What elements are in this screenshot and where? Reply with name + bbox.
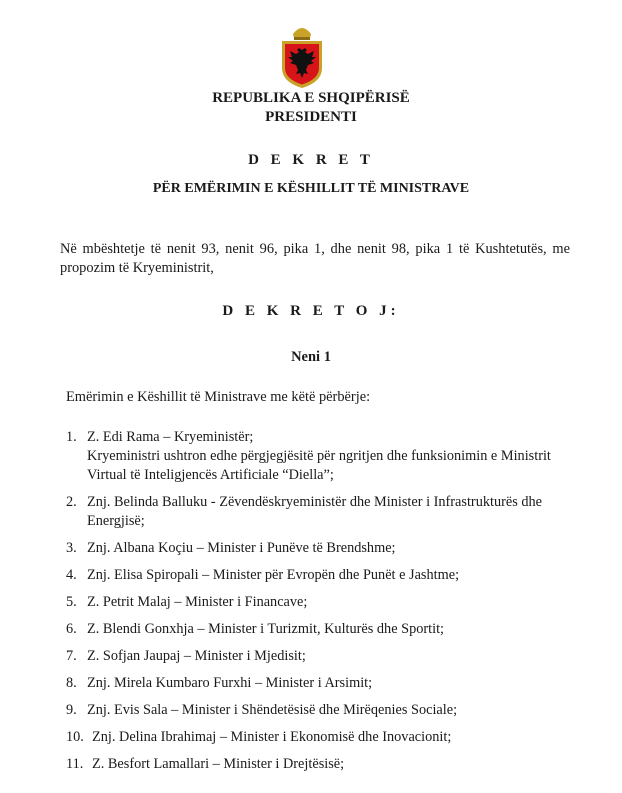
office-heading: PRESIDENTI <box>265 109 357 125</box>
list-item-number: 8. <box>66 675 77 691</box>
country-heading: REPUBLIKA E SHQIPËRISË <box>212 90 410 106</box>
albanian-coat-of-arms-icon <box>279 24 325 90</box>
list-item-number: 2. <box>66 494 77 510</box>
list-item-text: Znj. Albana Koçiu – Minister i Punëve të Brendshme; <box>87 540 396 556</box>
list-item-text: Z. Sofjan Jaupaj – Minister i Mjedisit; <box>87 648 306 664</box>
list-item-number: 7. <box>66 648 77 664</box>
list-item-text: Z. Edi Rama – Kryeministër; <box>87 429 254 445</box>
list-item <box>66 566 570 585</box>
list-item-number: 11. <box>66 756 84 772</box>
list-item <box>66 728 570 747</box>
list-item <box>66 493 570 531</box>
list-item-text: Z. Blendi Gonxhja – Minister i Turizmit, Kulturës dhe Sportit; <box>87 621 445 637</box>
list-item-number: 3. <box>66 540 77 556</box>
list-item-text: Znj. Elisa Spiropali – Minister për Evropën dhe Punët e Jashtme; <box>87 567 460 583</box>
list-item-number: 10. <box>66 729 84 745</box>
list-item-number: 1. <box>66 429 77 445</box>
list-item <box>66 755 570 774</box>
list-item <box>66 674 570 693</box>
list-item-text: Znj. Delina Ibrahimaj – Minister i Ekonomisë dhe Inovacionit; <box>92 729 452 745</box>
article-intro: Emërimin e Këshillit të Ministrave me këtë përbërje: <box>66 389 371 405</box>
list-item-text: Znj. Belinda Balluku - Zëvendëskryeministër dhe Minister i Infrastrukturës dhe Energjisë; <box>87 494 543 529</box>
preamble-paragraph: Në mbështetje të nenit 93, nenit 96, pika 1, dhe nenit 98, pika 1 të Kushtetutës, me propozim të Kryeministrit, <box>60 241 570 276</box>
list-item-text: Z. Petrit Malaj – Minister i Financave; <box>87 594 308 610</box>
list-item-number: 6. <box>66 621 77 637</box>
list-item-number: 9. <box>66 702 77 718</box>
article-heading: Neni 1 <box>291 349 331 365</box>
list-item <box>66 701 570 720</box>
list-item-note: Kryeministri ushtron edhe përgjegjësitë për ngritjen dhe funksionimin e Ministrit Virtual të Inteligjencës Artificiale “Diella”; <box>87 448 551 483</box>
decree-subtitle: PËR EMËRIMIN E KËSHILLIT TË MINISTRAVE <box>152 181 470 196</box>
list-item-text: Znj. Evis Sala – Minister i Shëndetësisë dhe Mirëqenies Sociale; <box>87 702 458 718</box>
list-item-number: 5. <box>66 594 77 610</box>
list-item <box>66 593 570 612</box>
list-item-text: Znj. Mirela Kumbaro Furxhi – Minister i Arsimit; <box>87 675 373 691</box>
dekretoj-heading: D E K R E T O J: <box>222 303 400 319</box>
list-item <box>66 539 570 558</box>
list-item <box>66 647 570 666</box>
list-item-text: Z. Besfort Lamallari – Minister i Drejtësisë; <box>92 756 345 772</box>
list-item <box>66 620 570 639</box>
list-item-number: 4. <box>66 567 77 583</box>
list-item <box>66 428 570 485</box>
decree-title: D E K R E T <box>248 152 374 168</box>
ministers-list <box>66 428 570 782</box>
